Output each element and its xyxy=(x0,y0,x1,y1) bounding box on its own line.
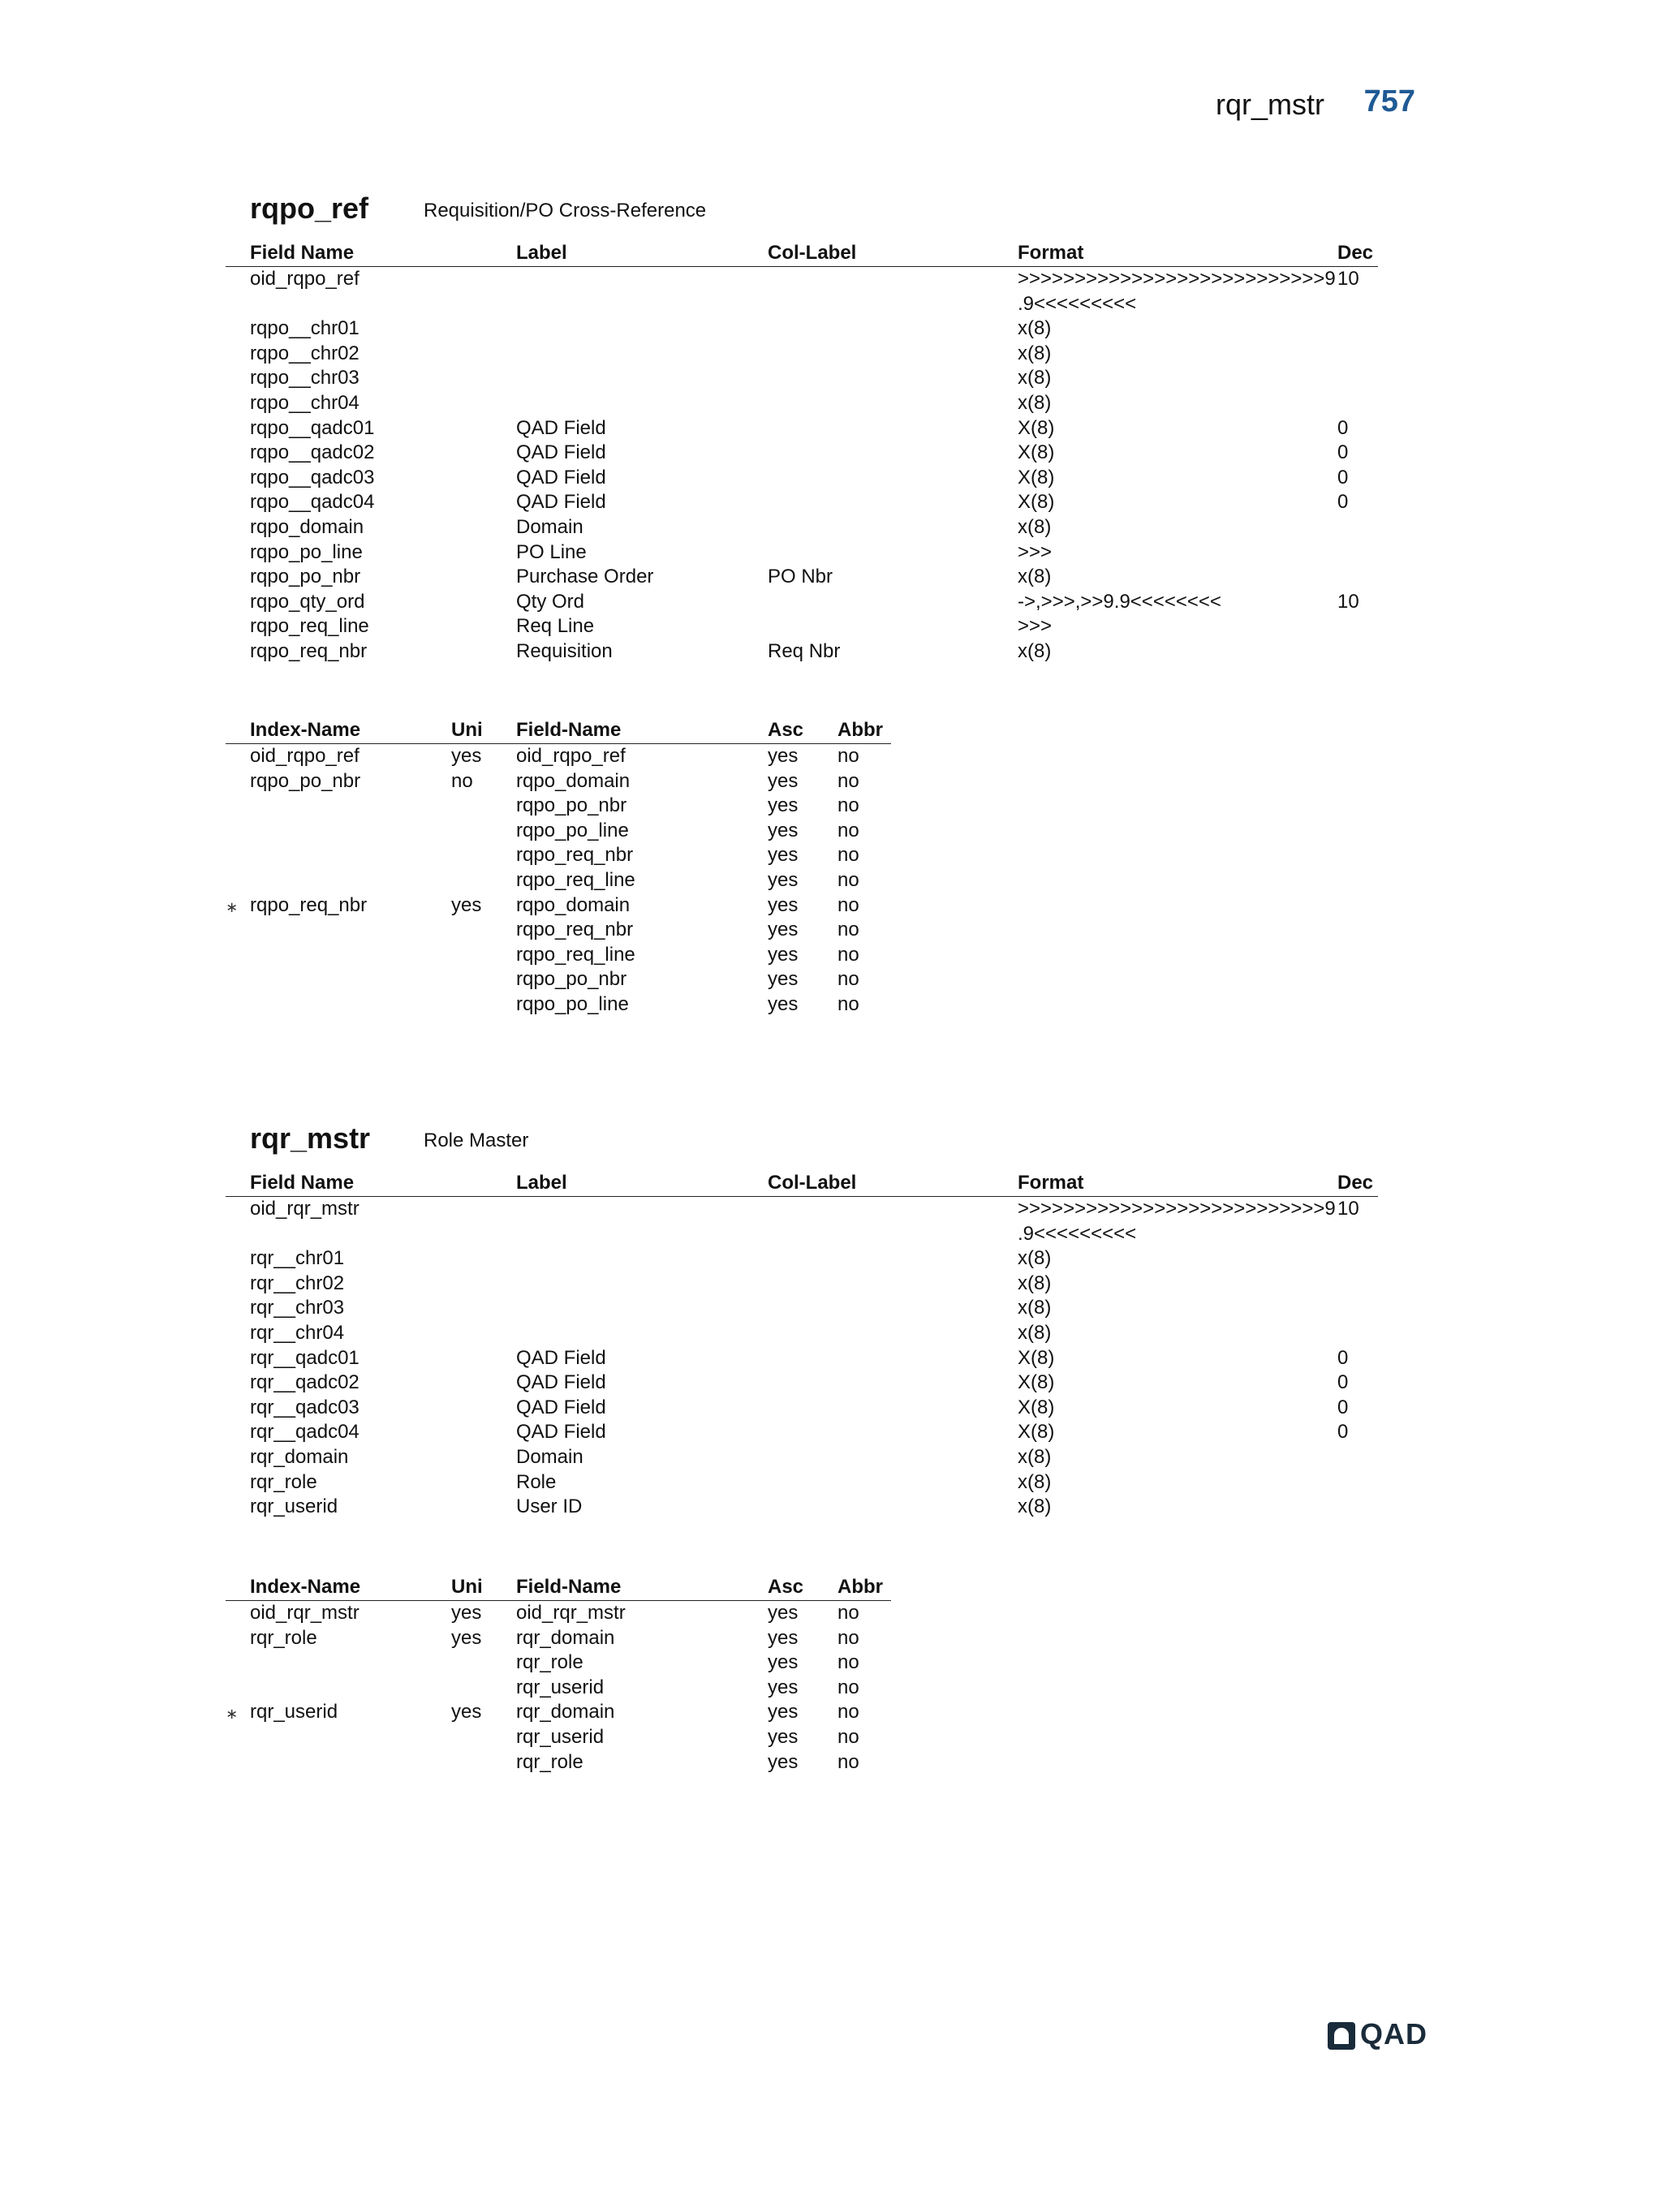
field-format: X(8) xyxy=(1018,466,1055,488)
index-row xyxy=(226,1725,891,1750)
index-field-name: rqpo_req_nbr xyxy=(516,919,634,941)
field-row xyxy=(226,1296,1378,1321)
index-ascending: yes xyxy=(768,769,799,792)
col-header-dec: Dec xyxy=(1337,1172,1374,1194)
page-number: 757 xyxy=(1363,84,1415,118)
field-dec: 0 xyxy=(1337,1346,1349,1369)
index-ascending: yes xyxy=(768,1676,799,1698)
field-dec: 10 xyxy=(1337,268,1359,290)
field-name: rqpo_qty_ord xyxy=(250,590,365,613)
field-format: x(8) xyxy=(1018,1297,1052,1319)
field-format: x(8) xyxy=(1018,317,1052,340)
index-row xyxy=(226,1676,891,1701)
field-rows xyxy=(226,1197,1378,1520)
index-abbreviated: no xyxy=(837,1602,859,1624)
field-row xyxy=(226,1197,1378,1222)
field-format: x(8) xyxy=(1018,1495,1052,1518)
field-row xyxy=(226,639,1378,665)
field-name: rqr__chr01 xyxy=(250,1247,345,1270)
index-table xyxy=(226,1576,891,1775)
index-abbreviated: no xyxy=(837,943,859,966)
index-field-name: oid_rqr_mstr xyxy=(516,1602,626,1624)
field-row xyxy=(226,267,1378,292)
field-table-header xyxy=(226,242,1378,266)
field-label: Domain xyxy=(516,1445,583,1468)
field-format: >>>>>>>>>>>>>>>>>>>>>>>>>>>9 xyxy=(1018,1198,1336,1220)
col-header-asc: Asc xyxy=(768,1576,804,1598)
index-rows xyxy=(226,1601,891,1775)
field-row xyxy=(226,1246,1378,1272)
index-abbreviated: no xyxy=(837,1651,859,1674)
field-format: >>> xyxy=(1018,540,1053,563)
field-label: User ID xyxy=(516,1495,583,1518)
index-abbreviated: no xyxy=(837,745,859,767)
index-ascending: yes xyxy=(768,844,799,867)
field-name: rqpo_po_line xyxy=(250,540,363,563)
col-header-uni: Uni xyxy=(451,1576,483,1598)
index-field-name: rqr_domain xyxy=(516,1701,615,1724)
field-dec: 0 xyxy=(1337,416,1349,439)
col-header-format: Format xyxy=(1018,1172,1084,1194)
index-name: rqr_role xyxy=(250,1626,317,1649)
field-format: >>>>>>>>>>>>>>>>>>>>>>>>>>>9 xyxy=(1018,268,1336,290)
index-unique: yes xyxy=(451,745,482,767)
field-label: QAD Field xyxy=(516,466,606,488)
field-name: rqr__chr04 xyxy=(250,1321,345,1344)
field-label: PO Line xyxy=(516,540,587,563)
index-abbreviated: no xyxy=(837,1701,859,1724)
index-row xyxy=(226,744,891,769)
field-dec: 0 xyxy=(1337,1421,1349,1444)
field-table xyxy=(226,242,1378,665)
index-abbreviated: no xyxy=(837,1626,859,1649)
field-format: X(8) xyxy=(1018,1346,1055,1369)
index-field-name: rqpo_po_nbr xyxy=(516,968,627,991)
field-row xyxy=(226,1445,1378,1470)
index-field-name: rqr_domain xyxy=(516,1626,615,1649)
col-header-abbr: Abbr xyxy=(837,719,883,741)
table-name: rqr_mstr xyxy=(250,1121,371,1155)
field-format: x(8) xyxy=(1018,515,1052,538)
field-row xyxy=(226,1420,1378,1445)
table-description: Requisition/PO Cross-Reference xyxy=(424,200,707,222)
col-header-field-name: Field-Name xyxy=(516,719,622,741)
field-name: rqr__qadc01 xyxy=(250,1346,360,1369)
field-name: oid_rqr_mstr xyxy=(250,1198,360,1220)
field-format: x(8) xyxy=(1018,1445,1052,1468)
index-abbreviated: no xyxy=(837,893,859,916)
field-row xyxy=(226,565,1378,590)
field-row xyxy=(226,1495,1378,1520)
index-field-name: rqr_role xyxy=(516,1750,583,1773)
qad-logo-text: QAD xyxy=(1360,2017,1427,2051)
index-ascending: yes xyxy=(768,1750,799,1773)
index-name: rqpo_po_nbr xyxy=(250,769,361,792)
field-name: rqpo_domain xyxy=(250,515,364,538)
index-field-name: rqr_role xyxy=(516,1651,583,1674)
index-row xyxy=(226,819,891,844)
index-ascending: yes xyxy=(768,968,799,991)
field-dec: 0 xyxy=(1337,1371,1349,1394)
field-name: rqpo__qadc02 xyxy=(250,441,375,464)
field-label: QAD Field xyxy=(516,441,606,464)
field-name: rqpo__chr03 xyxy=(250,367,360,389)
field-row xyxy=(226,1371,1378,1396)
field-label: QAD Field xyxy=(516,1371,606,1394)
index-abbreviated: no xyxy=(837,1750,859,1773)
field-label: QAD Field xyxy=(516,491,606,514)
index-field-name: rqpo_domain xyxy=(516,769,631,792)
col-header-label: Label xyxy=(516,1172,567,1194)
index-row xyxy=(226,1700,891,1725)
field-format: x(8) xyxy=(1018,1470,1052,1493)
index-abbreviated: no xyxy=(837,992,859,1015)
field-row xyxy=(226,416,1378,441)
field-format: X(8) xyxy=(1018,1371,1055,1394)
field-format: x(8) xyxy=(1018,1247,1052,1270)
field-format: x(8) xyxy=(1018,367,1052,389)
field-label: QAD Field xyxy=(516,1346,606,1369)
col-header-col-label: Col-Label xyxy=(768,1172,857,1194)
index-ascending: yes xyxy=(768,819,799,841)
field-row xyxy=(226,1321,1378,1346)
field-row xyxy=(226,366,1378,391)
field-format-continued: .9<<<<<<<<< xyxy=(1018,1222,1137,1245)
field-dec: 0 xyxy=(1337,1396,1349,1418)
field-row xyxy=(226,614,1378,639)
field-label: QAD Field xyxy=(516,416,606,439)
index-ascending: yes xyxy=(768,1725,799,1748)
qad-logo xyxy=(1328,2019,1445,2051)
index-field-name: oid_rqpo_ref xyxy=(516,745,626,767)
col-header-col-label: Col-Label xyxy=(768,242,857,264)
col-header-index-name: Index-Name xyxy=(250,1576,361,1598)
field-name: rqpo_req_nbr xyxy=(250,639,368,662)
index-abbreviated: no xyxy=(837,1725,859,1748)
field-format: x(8) xyxy=(1018,342,1052,364)
index-field-name: rqpo_po_line xyxy=(516,819,629,841)
field-name: rqpo_po_nbr xyxy=(250,566,361,588)
field-format: x(8) xyxy=(1018,391,1052,414)
index-field-name: rqpo_req_line xyxy=(516,943,635,966)
field-label: Domain xyxy=(516,515,583,538)
field-row-continuation xyxy=(226,292,1378,317)
index-ascending: yes xyxy=(768,943,799,966)
field-label: QAD Field xyxy=(516,1396,606,1418)
index-row xyxy=(226,868,891,893)
index-row xyxy=(226,843,891,868)
index-unique: yes xyxy=(451,1626,482,1649)
index-row xyxy=(226,1601,891,1626)
index-field-name: rqpo_po_nbr xyxy=(516,794,627,817)
field-col-label: PO Nbr xyxy=(768,566,833,588)
field-name: rqpo__qadc04 xyxy=(250,491,375,514)
field-format: x(8) xyxy=(1018,639,1052,662)
index-abbreviated: no xyxy=(837,819,859,841)
table-description: Role Master xyxy=(424,1130,529,1151)
index-row xyxy=(226,893,891,919)
index-ascending: yes xyxy=(768,1701,799,1724)
index-table xyxy=(226,719,891,1018)
field-format: >>> xyxy=(1018,615,1053,638)
col-header-field-name: Field Name xyxy=(250,242,355,264)
index-row xyxy=(226,943,891,968)
field-dec: 0 xyxy=(1337,466,1349,488)
table-name: rqpo_ref xyxy=(250,192,369,225)
field-name: rqr__qadc04 xyxy=(250,1421,360,1444)
field-format: x(8) xyxy=(1018,566,1052,588)
col-header-label: Label xyxy=(516,242,567,264)
field-row xyxy=(226,540,1378,566)
index-ascending: yes xyxy=(768,868,799,891)
field-row xyxy=(226,316,1378,342)
index-name: oid_rqpo_ref xyxy=(250,745,360,767)
field-name: rqpo__qadc01 xyxy=(250,416,375,439)
index-row xyxy=(226,992,891,1018)
field-name: rqpo__chr01 xyxy=(250,317,360,340)
field-label: Requisition xyxy=(516,639,613,662)
index-row xyxy=(226,769,891,794)
field-table-header xyxy=(226,1172,1378,1196)
page-header xyxy=(1201,84,1428,128)
running-header-title: rqr_mstr xyxy=(1216,88,1324,121)
primary-index-marker: ∗ xyxy=(226,1706,239,1723)
index-field-name: rqpo_domain xyxy=(516,893,631,916)
index-ascending: yes xyxy=(768,794,799,817)
index-unique: yes xyxy=(451,1701,482,1724)
index-ascending: yes xyxy=(768,1626,799,1649)
index-ascending: yes xyxy=(768,1602,799,1624)
field-row xyxy=(226,1396,1378,1421)
index-name: rqpo_req_nbr xyxy=(250,893,368,916)
field-dec: 0 xyxy=(1337,441,1349,464)
qad-logo-icon xyxy=(1328,2022,1355,2050)
index-table-header xyxy=(226,719,891,743)
field-label: Req Line xyxy=(516,615,595,638)
index-name: oid_rqr_mstr xyxy=(250,1602,360,1624)
field-dec: 0 xyxy=(1337,491,1349,514)
field-format: X(8) xyxy=(1018,416,1055,439)
index-row xyxy=(226,967,891,992)
index-ascending: yes xyxy=(768,893,799,916)
field-row xyxy=(226,590,1378,615)
col-header-field-name: Field-Name xyxy=(516,1576,622,1598)
table-section-rqpo-ref xyxy=(226,192,1378,1019)
index-field-name: rqr_userid xyxy=(516,1725,605,1748)
field-name: rqpo__chr04 xyxy=(250,391,360,414)
col-header-field-name: Field Name xyxy=(250,1172,355,1194)
field-row xyxy=(226,466,1378,491)
table-section-rqr-mstr xyxy=(226,1121,1378,1852)
index-field-name: rqr_userid xyxy=(516,1676,605,1698)
index-abbreviated: no xyxy=(837,844,859,867)
index-abbreviated: no xyxy=(837,968,859,991)
field-rows xyxy=(226,267,1378,665)
col-header-index-name: Index-Name xyxy=(250,719,361,741)
field-row xyxy=(226,441,1378,466)
index-row xyxy=(226,1650,891,1676)
col-header-uni: Uni xyxy=(451,719,483,741)
field-row xyxy=(226,1272,1378,1297)
field-name: rqr_userid xyxy=(250,1495,338,1518)
field-name: rqr__qadc02 xyxy=(250,1371,360,1394)
index-abbreviated: no xyxy=(837,1676,859,1698)
field-row xyxy=(226,1346,1378,1371)
field-label: Role xyxy=(516,1470,557,1493)
index-abbreviated: no xyxy=(837,868,859,891)
field-table xyxy=(226,1172,1378,1520)
field-format: X(8) xyxy=(1018,1396,1055,1418)
index-field-name: rqpo_req_nbr xyxy=(516,844,634,867)
index-unique: no xyxy=(451,769,473,792)
field-format: x(8) xyxy=(1018,1321,1052,1344)
col-header-asc: Asc xyxy=(768,719,804,741)
index-ascending: yes xyxy=(768,1651,799,1674)
index-ascending: yes xyxy=(768,745,799,767)
index-field-name: rqpo_po_line xyxy=(516,992,629,1015)
field-row xyxy=(226,515,1378,540)
field-label: Qty Ord xyxy=(516,590,585,613)
index-unique: yes xyxy=(451,893,482,916)
index-abbreviated: no xyxy=(837,794,859,817)
field-name: rqr_role xyxy=(250,1470,317,1493)
index-ascending: yes xyxy=(768,992,799,1015)
field-format: X(8) xyxy=(1018,1421,1055,1444)
field-label: Purchase Order xyxy=(516,566,654,588)
field-name: rqpo__qadc03 xyxy=(250,466,375,488)
field-dec: 10 xyxy=(1337,1198,1359,1220)
col-header-abbr: Abbr xyxy=(837,1576,883,1598)
field-name: rqr__chr03 xyxy=(250,1297,345,1319)
field-row xyxy=(226,391,1378,416)
index-row xyxy=(226,1626,891,1651)
field-name: rqpo_req_line xyxy=(250,615,369,638)
index-abbreviated: no xyxy=(837,919,859,941)
field-name: rqr__chr02 xyxy=(250,1272,345,1294)
index-field-name: rqpo_req_line xyxy=(516,868,635,891)
field-row xyxy=(226,490,1378,515)
field-format: x(8) xyxy=(1018,1272,1052,1294)
field-row xyxy=(226,1470,1378,1495)
field-col-label: Req Nbr xyxy=(768,639,841,662)
index-rows xyxy=(226,744,891,1018)
index-table-header xyxy=(226,1576,891,1600)
index-unique: yes xyxy=(451,1602,482,1624)
field-format: X(8) xyxy=(1018,441,1055,464)
index-row xyxy=(226,794,891,819)
col-header-dec: Dec xyxy=(1337,242,1374,264)
field-row xyxy=(226,342,1378,367)
primary-index-marker: ∗ xyxy=(226,898,239,915)
field-name: rqr_domain xyxy=(250,1445,349,1468)
field-label: QAD Field xyxy=(516,1421,606,1444)
field-row-continuation xyxy=(226,1222,1378,1247)
field-format-continued: .9<<<<<<<<< xyxy=(1018,292,1137,315)
index-name: rqr_userid xyxy=(250,1701,338,1724)
field-format: ->,>>>,>>9.9<<<<<<<< xyxy=(1018,590,1221,613)
field-name: rqr__qadc03 xyxy=(250,1396,360,1418)
field-name: rqpo__chr02 xyxy=(250,342,360,364)
field-format: X(8) xyxy=(1018,491,1055,514)
index-ascending: yes xyxy=(768,919,799,941)
col-header-format: Format xyxy=(1018,242,1084,264)
index-row xyxy=(226,918,891,943)
field-name: oid_rqpo_ref xyxy=(250,268,360,290)
field-dec: 10 xyxy=(1337,590,1359,613)
index-row xyxy=(226,1750,891,1775)
index-abbreviated: no xyxy=(837,769,859,792)
